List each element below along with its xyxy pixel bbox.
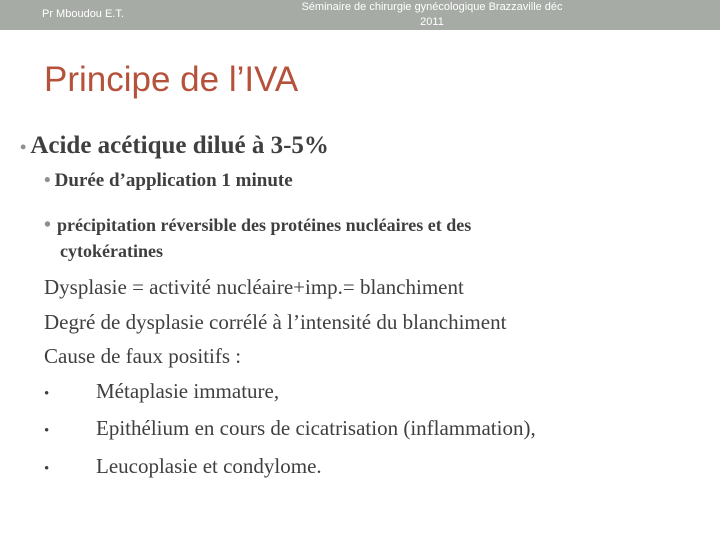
list-item xyxy=(44,449,704,487)
bullet-level1 xyxy=(20,132,329,160)
bullet-dot-icon: • xyxy=(44,423,50,439)
header-band xyxy=(0,0,720,30)
bullet-dot-icon: • xyxy=(44,385,50,402)
body-line-dysplasie: Dysplasie = activité nucléaire+imp.= blanchiment xyxy=(44,275,464,299)
bullet-level2-precipitation xyxy=(44,212,684,264)
header-event-line2: 2011 xyxy=(420,16,444,28)
bullet-level2-text: Durée d’application 1 minute xyxy=(54,170,293,191)
bullet-level1-text: Acide acétique dilué à 3-5% xyxy=(30,132,329,159)
list-item xyxy=(44,374,704,412)
header-event xyxy=(282,0,582,30)
bullet-level2-duration xyxy=(44,170,293,192)
bullet-dot-icon: • xyxy=(44,460,50,477)
list-item-text: Epithélium en cours de cicatrisation (inflammation), xyxy=(96,416,536,440)
header-event-line1: Séminaire de chirurgie gynécologique Brazzaville déc xyxy=(301,1,563,13)
body-text xyxy=(44,270,704,486)
slide-title: Principe de l’IVA xyxy=(44,60,299,99)
list-item-text: Leucoplasie et condylome. xyxy=(96,453,322,478)
list-item-text: Métaplasie immature, xyxy=(96,378,280,403)
list-item xyxy=(44,411,704,449)
bullet-dot-icon: • xyxy=(44,170,51,191)
body-line-degre: Degré de dysplasie corrélé à l’intensité du blanchiment xyxy=(44,309,507,334)
bullet-dot-icon: • xyxy=(20,137,27,157)
body-line-cause: Cause de faux positifs : xyxy=(44,344,242,368)
header-author: Pr Mboudou E.T. xyxy=(42,8,124,20)
bullet-level2-continuation: cytokératines xyxy=(60,241,163,261)
bullet-dot-icon: • xyxy=(44,214,52,236)
bullet-level2-text: précipitation réversible des protéines nucléaires et des xyxy=(57,215,472,235)
